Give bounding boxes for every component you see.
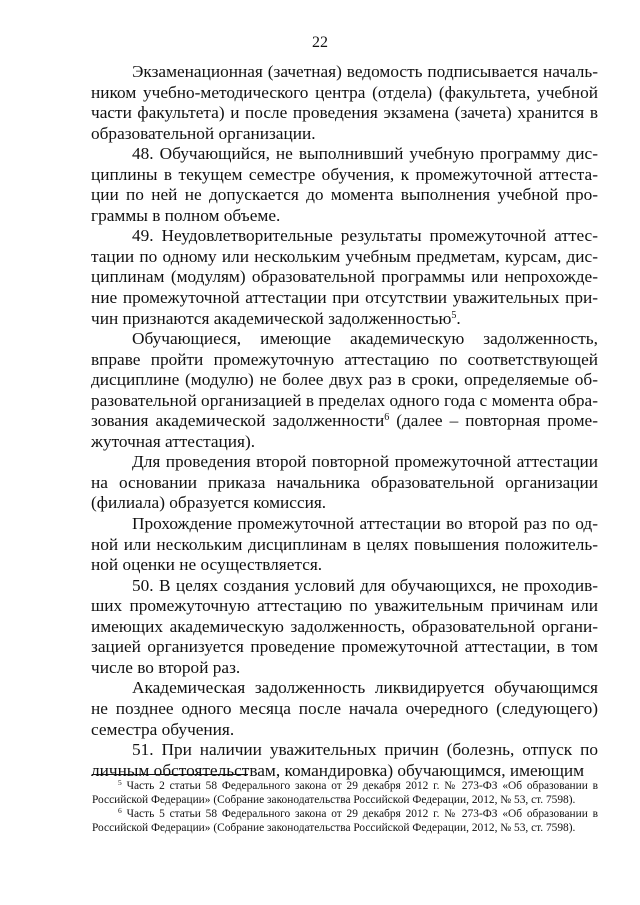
paragraph-students-debt: [91, 329, 598, 452]
document-body: [91, 62, 598, 781]
paragraph-text: 48. Обучающийся, не выполнивший учебную программу дисциплины в текущем семестре обучения, к промежуточной аттестации по ней не допускается до момента выполнения учебной программы в полном объеме.: [91, 144, 598, 225]
footnote-6: [92, 807, 598, 835]
paragraph-text-end: .: [456, 308, 461, 328]
footnote-separator: [92, 774, 248, 775]
footnote-text: Часть 2 статьи 58 Федерального закона от 29 декабря 2012 г. № 273-ФЗ «Об образовании в Российской Федерации» (Собрание законодательства Российской Федерации, 2012, № 53, ст. 7598).: [92, 780, 598, 806]
paragraph-text: Экзаменационная (зачетная) ведомость подписывается начальником учебно-методического центра (отдела) (факультета, учебной части факультета) и после проведения экзамена (зачета) хранится в образовательной организации.: [91, 62, 598, 143]
paragraph-48: [91, 144, 598, 226]
paragraph-second-attempt: [91, 514, 598, 576]
paragraph-text: Академическая задолженность ликвидируется обучающимся не позднее одного месяца после начала очередного (следующего) семестра обучения.: [91, 678, 598, 739]
paragraph-exam-sheet: [91, 62, 598, 144]
paragraph-text: 49. Неудовлетворительные результаты промежуточной аттестации по одному или нескольким учебным предметам, курсам, дисциплинам (модулям) образовательной программы или непрохождение промежуточной аттестации при отсутствии уважительных причин признаются академической задолженностью: [91, 226, 598, 328]
paragraph-commission: [91, 452, 598, 514]
paragraph-49: [91, 226, 598, 329]
paragraph-text-end: (далее – повторная промежуточная аттестация).: [91, 411, 598, 451]
footnote-5: [92, 779, 598, 807]
paragraph-text: 51. При наличии уважительных причин (болезнь, отпуск по личным обстоятельствам, командировка) обучающимся, имеющим: [91, 740, 598, 780]
footnote-marker: 5: [118, 778, 122, 787]
paragraph-50: [91, 576, 598, 679]
paragraph-text: Для проведения второй повторной промежуточной аттестации на основании приказа начальника образовательной организации (филиала) образуется комиссия.: [91, 452, 598, 513]
footnote-reference: 6: [384, 412, 390, 424]
paragraph-text: Прохождение промежуточной аттестации во второй раз по одной или нескольким дисциплинам в целях повышения положительной оценки не осуществляется.: [91, 514, 598, 575]
page-number: 22: [312, 34, 328, 51]
footnotes: [92, 779, 598, 835]
footnote-reference: 5: [451, 309, 457, 321]
footnote-marker: 6: [118, 806, 122, 815]
paragraph-text: Обучающиеся, имеющие академическую задолженность, вправе пройти промежуточную аттестацию по соответствующей дисциплине (модулю) не более двух раз в сроки, определяемые образовательной организацией в пределах одного года с момента образования академической задолженности: [91, 329, 598, 431]
paragraph-debt-liquidation: [91, 678, 598, 740]
paragraph-text: 50. В целях создания условий для обучающихся, не проходивших промежуточную аттестацию по уважительным причинам или имеющих академическую задолженность, образовательной организацией организуется проведение промежуточной аттестации, в том числе во второй раз.: [91, 575, 598, 677]
footnote-text: Часть 5 статьи 58 Федерального закона от 29 декабря 2012 г. № 273-ФЗ «Об образовании в Российской Федерации» (Собрание законодательства Российской Федерации, 2012, № 53, ст. 7598).: [92, 808, 598, 834]
